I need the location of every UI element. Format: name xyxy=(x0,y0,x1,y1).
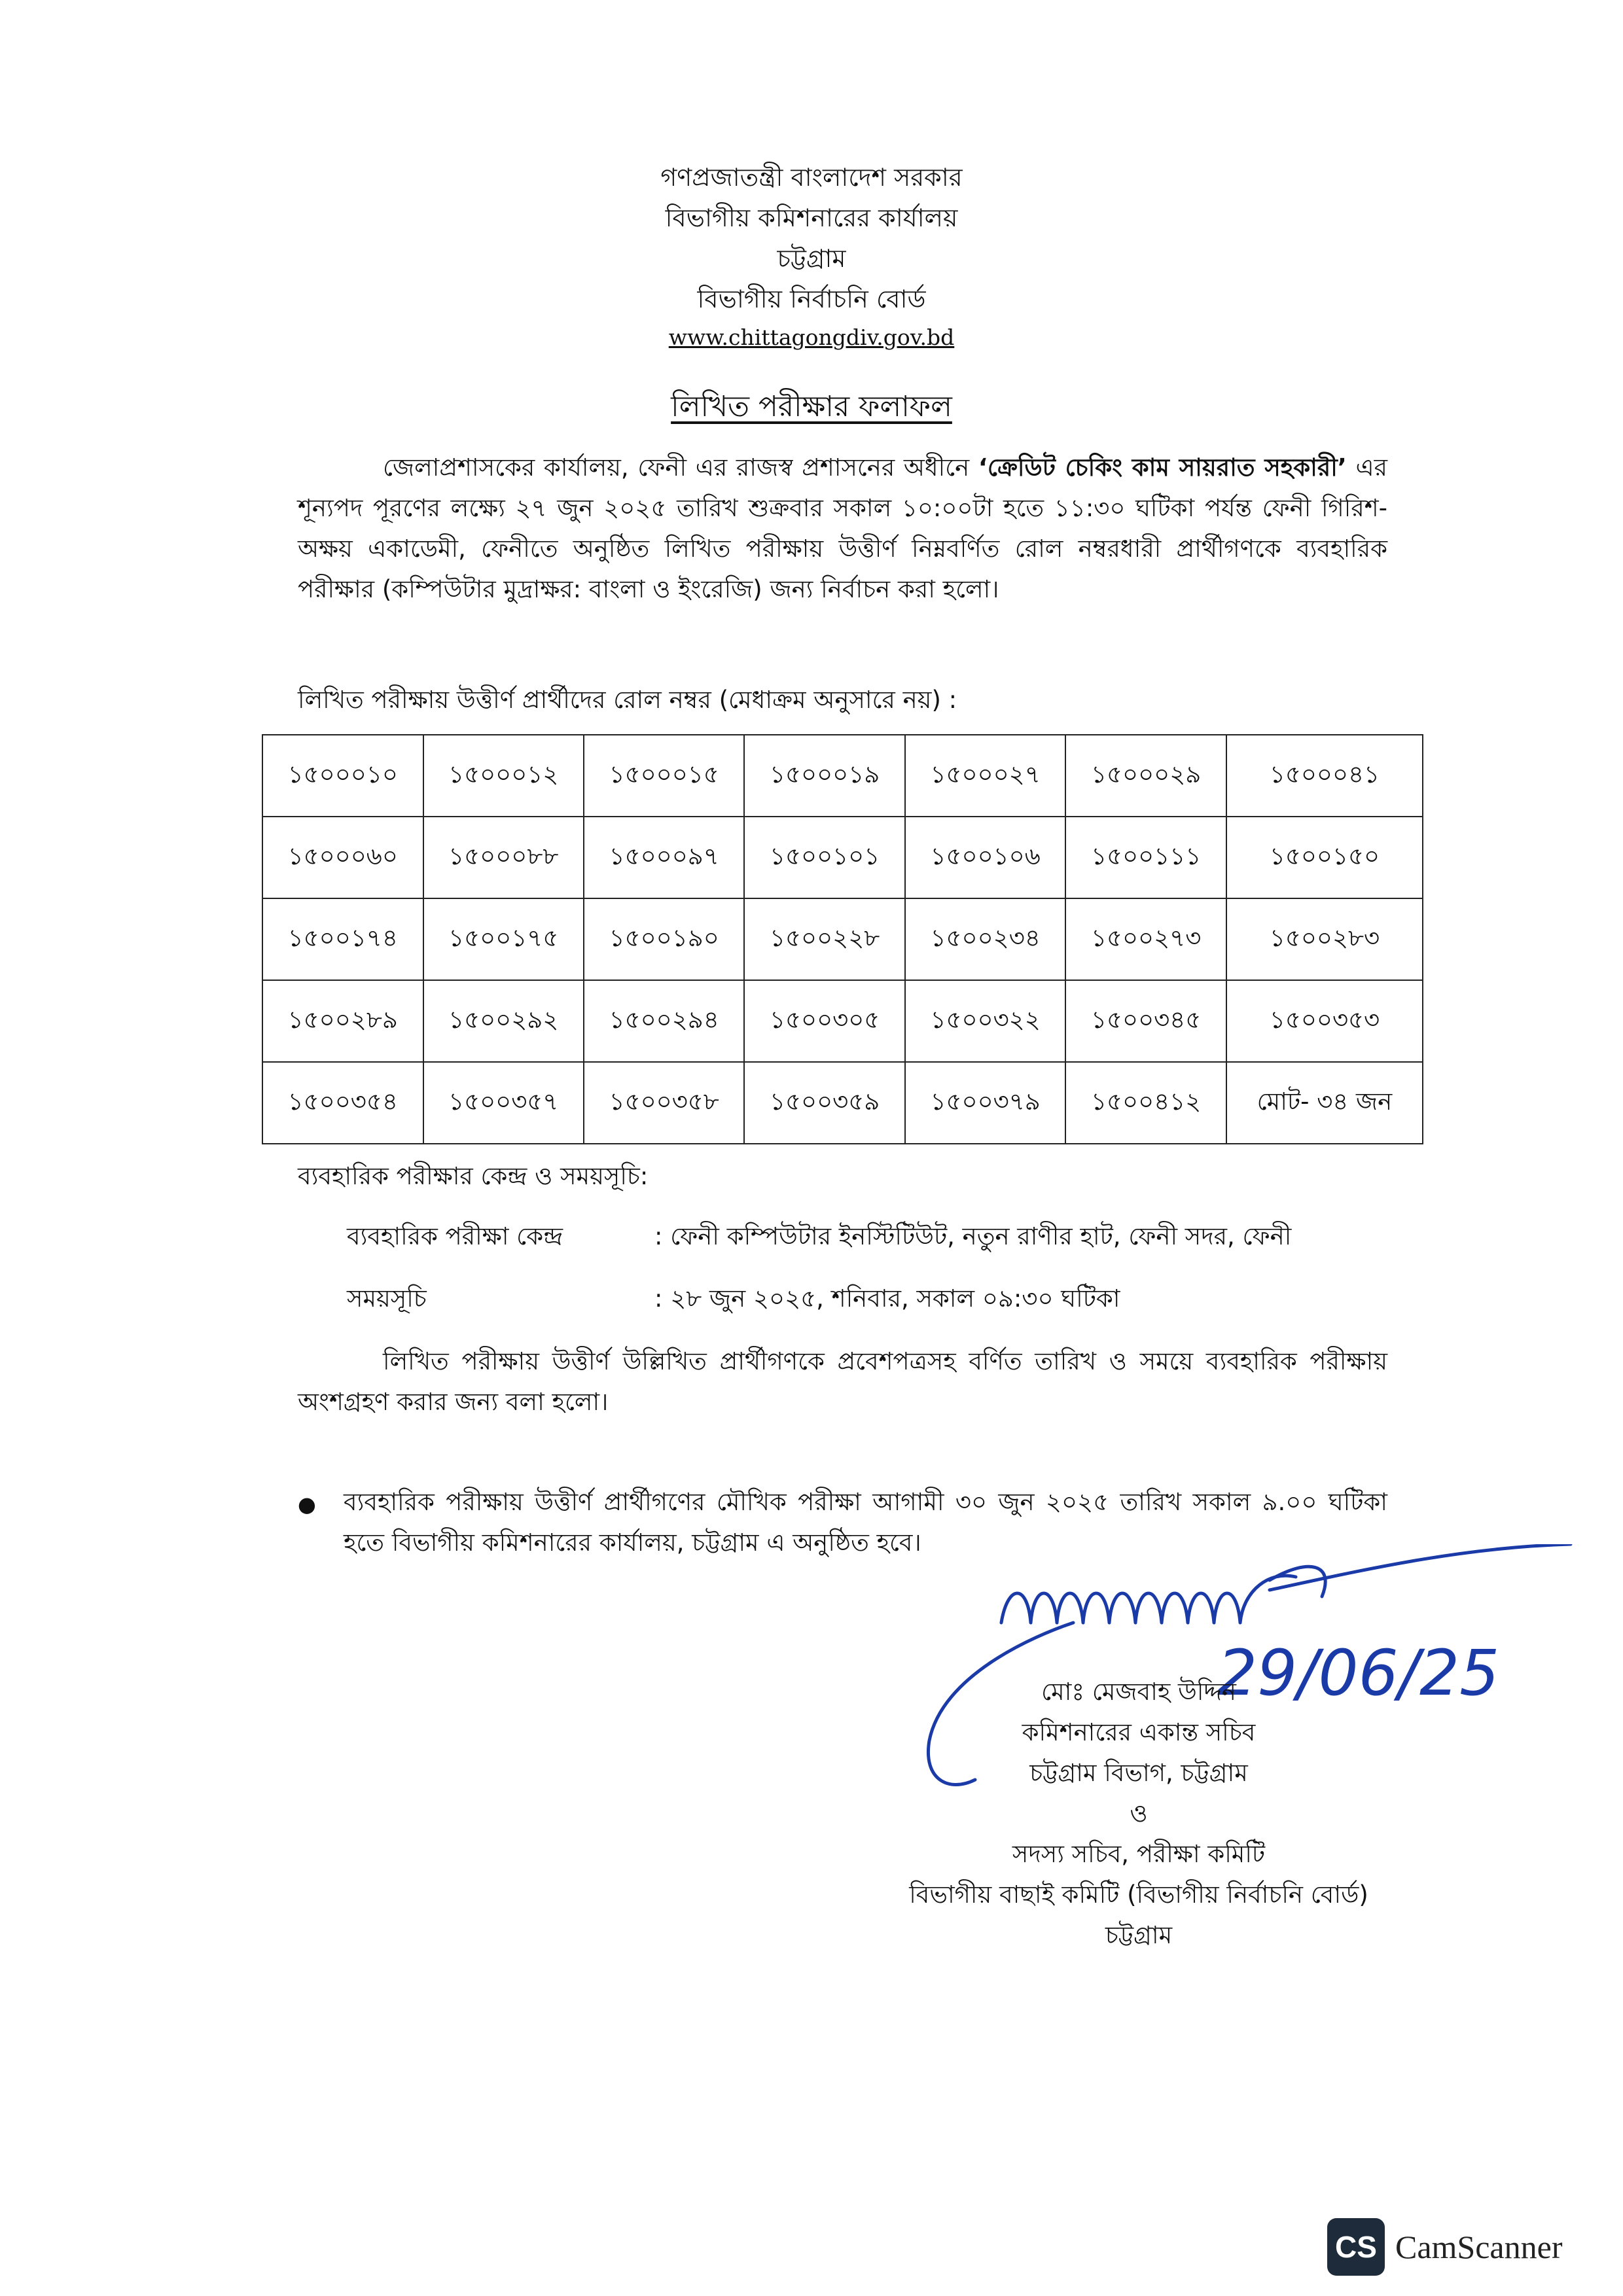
roll-cell: ১৫০০৩৫৩ xyxy=(1226,980,1423,1062)
table-row xyxy=(262,817,1423,898)
roll-cell: ১৫০০১৭৪ xyxy=(262,898,423,980)
schedule-heading: ব্যবহারিক পরীক্ষার কেন্দ্র ও সময়সূচি: xyxy=(298,1162,649,1190)
roll-cell: ১৫০০০২৭ xyxy=(905,735,1066,817)
roll-cell: ১৫০০২৯৪ xyxy=(584,980,744,1062)
roll-cell: ১৫০০০৮৮ xyxy=(423,817,584,898)
roll-cell: ১৫০০০৯৭ xyxy=(584,817,744,898)
roll-cell: ১৫০০৩০৫ xyxy=(744,980,904,1062)
roll-cell: ১৫০০০১৯ xyxy=(744,735,904,817)
roll-number-table xyxy=(262,734,1423,1144)
table-row xyxy=(262,980,1423,1062)
roll-list-heading: লিখিত পরীক্ষায় উত্তীর্ণ প্রার্থীদের রোল নম্বর (মেধাক্রম অনুসারে নয়) : xyxy=(298,686,957,714)
signatory-role: সদস্য সচিব, পরীক্ষা কমিটি xyxy=(1012,1840,1266,1868)
website-link[interactable]: www.chittagongdiv.gov.bd xyxy=(668,325,955,350)
exam-center-label: ব্যবহারিক পরীক্ষা কেন্দ্র xyxy=(347,1222,563,1250)
total-cell: মোট- ৩৪ জন xyxy=(1226,1062,1423,1144)
office-name: বিভাগীয় কমিশনারের কার্যালয় xyxy=(665,203,958,232)
roll-cell: ১৫০০১০১ xyxy=(744,817,904,898)
roll-cell: ১৫০০২৮৯ xyxy=(262,980,423,1062)
roll-cell: ১৫০০১১১ xyxy=(1065,817,1226,898)
signatory-committee: বিভাগীয় বাছাই কমিটি (বিভাগীয় নির্বাচনি বোর্ড) xyxy=(909,1881,1368,1909)
camscanner-watermark: CamScanner xyxy=(1395,2229,1563,2265)
roll-cell: ১৫০০০১০ xyxy=(262,735,423,817)
roll-cell: ১৫০০৪১২ xyxy=(1065,1062,1226,1144)
roll-cell: ১৫০০১৭৫ xyxy=(423,898,584,980)
roll-cell: ১৫০০২২৮ xyxy=(744,898,904,980)
signatory-designation: কমিশনারের একান্ত সচিব xyxy=(1022,1718,1256,1746)
city-name: চট্টগ্রাম xyxy=(777,244,846,273)
roll-cell: ১৫০০৩৭৯ xyxy=(905,1062,1066,1144)
signatory-name: মোঃ মেজবাহ উদ্দিন xyxy=(1041,1678,1236,1706)
letterhead xyxy=(0,157,1623,356)
roll-cell: ১৫০০২৭৩ xyxy=(1065,898,1226,980)
roll-cell: ১৫০০২৮৩ xyxy=(1226,898,1423,980)
camscanner-logo-icon: CS xyxy=(1327,2218,1385,2276)
table-row xyxy=(262,898,1423,980)
roll-cell: ১৫০০৩৫৯ xyxy=(744,1062,904,1144)
roll-cell: ১৫০০২৩৪ xyxy=(905,898,1066,980)
roll-cell: ১৫০০৩৫৭ xyxy=(423,1062,584,1144)
exam-time-value: : ২৮ জুন ২০২৫, শনিবার, সকাল ০৯:৩০ ঘটিকা xyxy=(654,1284,1120,1313)
roll-cell: ১৫০০০২৯ xyxy=(1065,735,1226,817)
board-name: বিভাগীয় নির্বাচনি বোর্ড xyxy=(697,285,926,313)
roll-cell: ১৫০০৩৪৫ xyxy=(1065,980,1226,1062)
conjunction: ও xyxy=(1130,1799,1148,1828)
table-row xyxy=(262,735,1423,817)
post-name: ‘ক্রেডিট চেকিং কাম সায়রাত সহকারী’ xyxy=(978,453,1347,482)
roll-cell: ১৫০০৩৫৮ xyxy=(584,1062,744,1144)
exam-center-value: : ফেনী কম্পিউটার ইনস্টিটিউট, নতুন রাণীর হাট, ফেনী সদর, ফেনী xyxy=(654,1222,1292,1250)
roll-cell: ১৫০০১০৬ xyxy=(905,817,1066,898)
roll-cell: ১৫০০৩৫৪ xyxy=(262,1062,423,1144)
roll-cell: ১৫০০০৬০ xyxy=(262,817,423,898)
roll-cell: ১৫০০২৯২ xyxy=(423,980,584,1062)
signatory-office: চট্টগ্রাম বিভাগ, চট্টগ্রাম xyxy=(1029,1759,1248,1787)
document-title: লিখিত পরীক্ষার ফলাফল xyxy=(671,390,952,423)
govt-name: গণপ্রজাতন্ত্রী বাংলাদেশ সরকার xyxy=(660,163,963,192)
exam-time-label: সময়সূচি xyxy=(347,1284,427,1313)
roll-cell: ১৫০০১৫০ xyxy=(1226,817,1423,898)
svg-text:29/06/25: 29/06/25 xyxy=(1217,1636,1500,1710)
intro-paragraph: জেলাপ্রশাসকের কার্যালয়, ফেনী এর রাজস্ব প্রশাসনের অধীনে ‘ক্রেডিট চেকিং কাম সায়রাত সহকারী’ এর শূন্যপদ পূরণের লক্ষ্যে ২৭ জুন ২০২৫ তারিখ শুক্রবার সকাল ১০:০০টা হতে ১১:৩০ ঘটিকা পর্যন্ত ফেনী গিরিশ-অক্ষয় একাডেমী, ফেনীতে অনুষ্ঠিত লিখিত পরীক্ষায় উত্তীর্ণ নিম্নবর্ণিত রোল নম্বরধারী প্রার্থীগণকে ব্যবহারিক পরীক্ষার (কম্পিউটার মুদ্রাক্ষর: বাংলা ও ইংরেজি) জন্য নির্বাচন করা হলো। xyxy=(298,453,1388,603)
signature-block xyxy=(785,1672,1492,1956)
table-row xyxy=(262,1062,1423,1144)
roll-cell: ১৫০০০১২ xyxy=(423,735,584,817)
roll-cell: ১৫০০০১৫ xyxy=(584,735,744,817)
viva-notice: ব্যবহারিক পরীক্ষায় উত্তীর্ণ প্রার্থীগণের মৌখিক পরীক্ষা আগামী ৩০ জুন ২০২৫ তারিখ সকাল ৯.০০ ঘটিকা হতে বিভাগীয় কমিশনারের কার্যালয়, চট্টগ্রাম এ অনুষ্ঠিত হবে। xyxy=(344,1488,1387,1557)
instruction-paragraph: লিখিত পরীক্ষায় উত্তীর্ণ উল্লিখিত প্রার্থীগণকে প্রবেশপত্রসহ বর্ণিত তারিখ ও সময়ে ব্যবহারিক পরীক্ষায় অংশগ্রহণ করার জন্য বলা হলো। xyxy=(298,1347,1387,1416)
bullet-icon: ● xyxy=(298,1492,316,1517)
signatory-city: চট্টগ্রাম xyxy=(1105,1921,1173,1949)
roll-cell: ১৫০০৩২২ xyxy=(905,980,1066,1062)
roll-cell: ১৫০০১৯০ xyxy=(584,898,744,980)
roll-cell: ১৫০০০৪১ xyxy=(1226,735,1423,817)
